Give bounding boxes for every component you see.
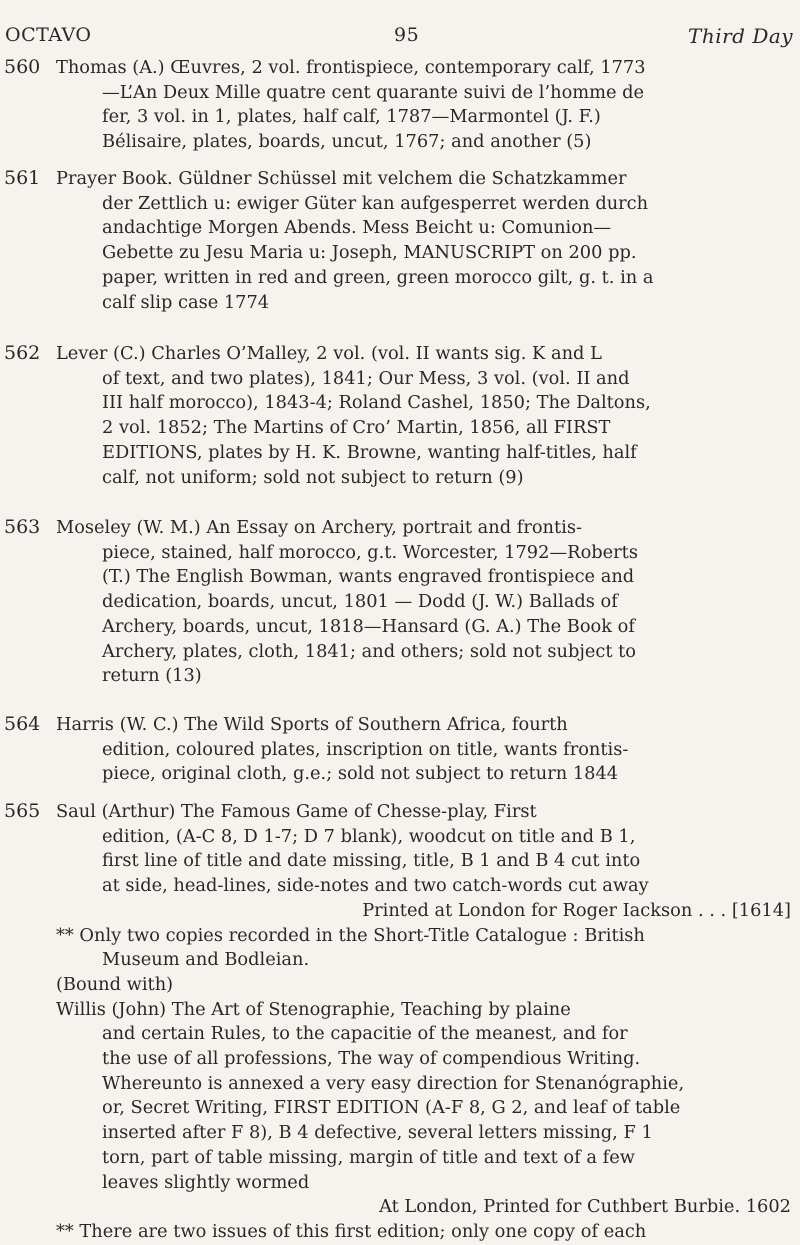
lot-number: 561 xyxy=(4,167,41,189)
lot-line: paper, written in red and green, green morocco gilt, g. t. in a xyxy=(102,266,654,288)
lot-line: inserted after F 8), B 4 defective, several letters missing, F 1 xyxy=(102,1122,653,1144)
lot-line: the use of all professions, The way of compendious Writing. xyxy=(102,1048,641,1070)
lot-line: calf slip case 1774 xyxy=(102,291,270,313)
lot-line: Prayer Book. Güldner Schüssel mit velchem die Schatzkammer xyxy=(56,168,627,189)
lot-description xyxy=(56,342,791,490)
note-line: ** There are two issues of this first edition; only one copy of each xyxy=(56,1220,647,1242)
lot-line: of text, and two plates), 1841; Our Mess, 3 vol. (vol. II and xyxy=(102,367,630,389)
lot-line: piece, original cloth, g.e.; sold not subject to return 1844 xyxy=(102,763,619,785)
lot-line: at side, head-lines, side-notes and two catch-words cut away xyxy=(102,875,649,897)
lot-description xyxy=(56,167,791,315)
lot-line: Bélisaire, plates, boards, uncut, 1767; and another (5) xyxy=(102,131,592,153)
lot-description xyxy=(56,713,791,787)
lot-line: calf, not uniform; sold not subject to return (9) xyxy=(102,466,524,488)
lot-line: andachtige Morgen Abends. Mess Beicht u: Comunion— xyxy=(102,217,612,239)
lot-number: 564 xyxy=(4,713,41,735)
lot-line: Harris (W. C.) The Wild Sports of Southern Africa, fourth xyxy=(56,714,568,735)
lot-line: —L’An Deux Mille quatre cent quarante suivi de l’homme de xyxy=(102,81,645,103)
note-line: Museum and Bodleian. xyxy=(102,949,310,971)
lot-line: return (13) xyxy=(102,665,202,687)
lot-line: or, Secret Writing, FIRST EDITION (A-F 8, G 2, and leaf of table xyxy=(102,1097,681,1119)
lot-line: first line of title and date missing, title, B 1 and B 4 cut into xyxy=(102,850,641,872)
lot-description xyxy=(56,56,791,155)
lot-line: piece, stained, half morocco, g.t. Worcester, 1792—Roberts xyxy=(102,541,638,563)
lot-line: and certain Rules, to the capacitie of the meanest, and for xyxy=(102,1023,628,1045)
lot-line: Willis (John) The Art of Stenographie, Teaching by plaine xyxy=(56,998,571,1020)
lot-number: 562 xyxy=(4,342,41,364)
header-day: Third Day xyxy=(688,24,794,48)
lot-line: 2 vol. 1852; The Martins of Cro’ Martin, 1856, all FIRST xyxy=(102,417,611,439)
lot-line: fer, 3 vol. in 1, plates, half calf, 1787—Marmontel (J. F.) xyxy=(102,106,601,128)
lot-line: EDITIONS, plates by H. K. Browne, wanting half-titles, half xyxy=(102,441,637,463)
imprint-line: Printed at London for Roger Iackson . . . [1614] xyxy=(362,899,791,921)
lot-line: (T.) The English Bowman, wants engraved frontispiece and xyxy=(102,566,635,588)
lot-line: Gebette zu Jesu Maria u: Joseph, MANUSCRIPT on 200 pp. xyxy=(102,242,637,264)
lot-line: edition, coloured plates, inscription on title, wants frontis- xyxy=(102,738,629,760)
lot-line: torn, part of table missing, margin of title and text of a few xyxy=(102,1146,635,1168)
note-line: ** Only two copies recorded in the Short-Title Catalogue : British xyxy=(56,924,645,946)
lot-line: edition, (A-C 8, D 1-7; D 7 blank), woodcut on title and B 1, xyxy=(102,825,636,847)
lot-description xyxy=(56,516,791,689)
lot-line: Whereunto is annexed a very easy direction for Stenanógraphie, xyxy=(102,1072,685,1094)
lot-line: Saul (Arthur) The Famous Game of Chesse-play, First xyxy=(56,801,537,822)
imprint-line: At London, Printed for Cuthbert Burbie. 1602 xyxy=(379,1196,791,1218)
lot-line: Thomas (A.) Œuvres, 2 vol. frontispiece, contemporary calf, 1773 xyxy=(56,57,646,78)
lot-line: III half morocco), 1843-4; Roland Cashel, 1850; The Daltons, xyxy=(102,392,651,414)
page-number: 95 xyxy=(394,24,420,46)
lot-line: Archery, plates, cloth, 1841; and others; sold not subject to xyxy=(102,640,636,662)
lot-number: 565 xyxy=(4,800,41,822)
lot-line: leaves slightly wormed xyxy=(102,1171,310,1193)
lot-number: 563 xyxy=(4,516,41,538)
lot-line: Lever (C.) Charles O’Malley, 2 vol. (vol. II wants sig. K and L xyxy=(56,343,602,364)
lot-description xyxy=(56,800,791,1245)
lot-number: 560 xyxy=(4,56,41,78)
bound-with-line: (Bound with) xyxy=(56,973,174,995)
lot-line: Archery, boards, uncut, 1818—Hansard (G. A.) The Book of xyxy=(102,615,635,637)
lot-line: der Zettlich u: ewiger Güter kan aufgesperret werden durch xyxy=(102,192,649,214)
header-format: OCTAVO xyxy=(5,24,92,46)
lot-line: dedication, boards, uncut, 1801 — Dodd (J. W.) Ballads of xyxy=(102,591,618,613)
lot-line: Moseley (W. M.) An Essay on Archery, portrait and frontis- xyxy=(56,517,582,538)
